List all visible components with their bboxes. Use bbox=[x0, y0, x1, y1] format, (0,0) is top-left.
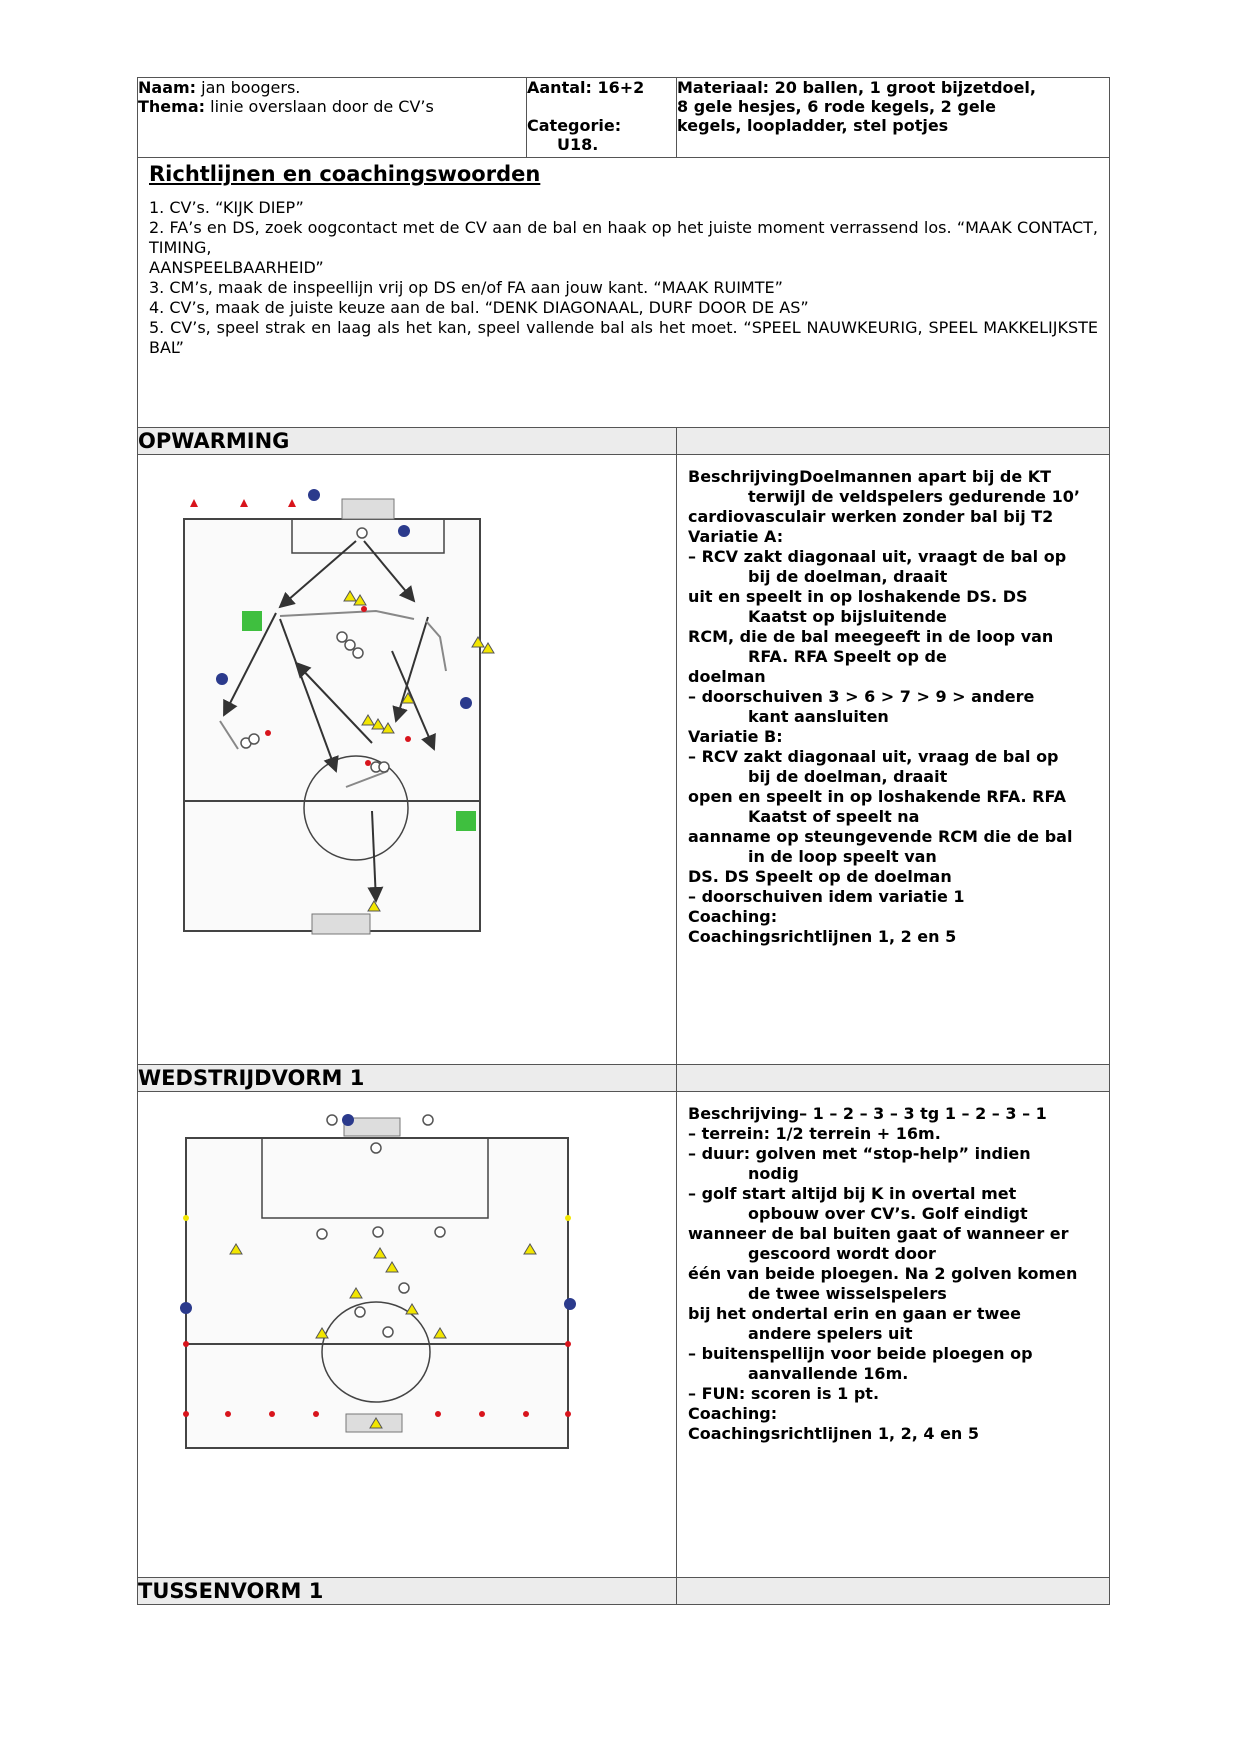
description-line: wanneer de bal buiten gaat of wanneer er bbox=[688, 1224, 1069, 1243]
description-line: Kaatst op bijsluitende bbox=[748, 607, 947, 626]
aantal: Aantal: 16+2 bbox=[527, 78, 645, 97]
wedstrijdvorm-diagram-cell bbox=[138, 1092, 677, 1578]
training-table bbox=[137, 77, 1110, 1605]
wedstrijdvorm-pitch-diagram bbox=[176, 1108, 606, 1468]
description-line: cardiovasculair werken zonder bal bij T2 bbox=[688, 507, 1054, 526]
description-line: – RCV zakt diagonaal uit, vraag de bal op bbox=[688, 747, 1059, 766]
description-line: terwijl de veldspelers gedurende 10’ bbox=[748, 487, 1080, 506]
description-line: BeschrijvingDoelmannen apart bij de KT bbox=[688, 467, 1052, 486]
description-line: in de loop speelt van bbox=[748, 847, 937, 866]
description-line: DS. DS Speelt op de doelman bbox=[688, 867, 952, 886]
green-marker bbox=[456, 811, 476, 831]
description-line: – doorschuiven idem variatie 1 bbox=[688, 887, 965, 906]
description-line: uit en speelt in op loshakende DS. DS bbox=[688, 587, 1028, 606]
thema-label: Thema: bbox=[138, 97, 206, 116]
description-line: andere spelers uit bbox=[748, 1324, 913, 1343]
description-line: Kaatst of speelt na bbox=[748, 807, 920, 826]
guidelines-cell bbox=[138, 158, 1110, 428]
categorie-label: Categorie: bbox=[527, 116, 622, 135]
section-header-blank bbox=[677, 1578, 1110, 1605]
guideline-item: 1. CV’s. “KIJK DIEP” bbox=[149, 198, 304, 217]
section-title-tussenvorm: TUSSENVORM 1 bbox=[138, 1578, 677, 1605]
description-line: – RCV zakt diagonaal uit, vraagt de bal op bbox=[688, 547, 1067, 566]
description-line: bij de doelman, draait bbox=[748, 767, 948, 786]
description-line: aanvallende 16m. bbox=[748, 1364, 909, 1383]
description-line: Beschrijving– 1 – 2 – 3 – 3 tg 1 – 2 – 3 – 1 bbox=[688, 1104, 1047, 1123]
pitch-outline bbox=[184, 519, 480, 931]
naam-label: Naam: bbox=[138, 78, 197, 97]
description-line: open en speelt in op loshakende RFA. RFA bbox=[688, 787, 1066, 806]
description-line: Coaching: bbox=[688, 1404, 778, 1423]
material-line: kegels, loopladder, stel potjes bbox=[677, 116, 949, 135]
description-line: de twee wisselspelers bbox=[748, 1284, 947, 1303]
description-line: één van beide ploegen. Na 2 golven komen bbox=[688, 1264, 1078, 1283]
red-cones bbox=[190, 499, 296, 507]
description-line: Coaching: bbox=[688, 907, 778, 926]
description-line: – doorschuiven 3 > 6 > 7 > 9 > andere bbox=[688, 687, 1035, 706]
wedstrijdvorm-description bbox=[677, 1092, 1109, 1444]
description-line: bij de doelman, draait bbox=[748, 567, 948, 586]
description-line: RFA. RFA Speelt op de bbox=[748, 647, 947, 666]
guideline-item: 5. CV’s, speel strak en laag als het kan, speel vallende bal als het moet. “SPEEL NAUWKEURIG, SPEEL MAKKELIJKSTE BAL” bbox=[149, 318, 1098, 357]
description-line: gescoord wordt door bbox=[748, 1244, 936, 1263]
opwarming-pitch-diagram bbox=[176, 471, 706, 951]
description-line: bij het ondertal erin en gaan er twee bbox=[688, 1304, 1021, 1323]
opwarming-description-cell bbox=[677, 455, 1110, 1065]
description-line: aanname op steungevende RCM die de bal bbox=[688, 827, 1073, 846]
guideline-item: AANSPEELBAARHEID” bbox=[149, 258, 324, 277]
opwarming-description bbox=[677, 455, 1109, 947]
description-line: nodig bbox=[748, 1164, 799, 1183]
section-title-wedstrijdvorm: WEDSTRIJDVORM 1 bbox=[138, 1065, 677, 1092]
description-line: doelman bbox=[688, 667, 766, 686]
description-line: – terrein: 1/2 terrein + 16m. bbox=[688, 1124, 941, 1143]
description-line: opbouw over CV’s. Golf eindigt bbox=[748, 1204, 1028, 1223]
material-cell bbox=[677, 78, 1110, 158]
guidelines-title: Richtlijnen en coachingswoorden bbox=[149, 162, 541, 186]
description-line: – FUN: scoren is 1 pt. bbox=[688, 1384, 880, 1403]
naam-value: jan boogers. bbox=[196, 78, 301, 97]
guideline-item: 3. CM’s, maak de inspeellijn vrij op DS en/of FA aan jouw kant. “MAAK RUIMTE” bbox=[149, 278, 783, 297]
guidelines-list bbox=[149, 198, 1098, 358]
training-sheet bbox=[137, 77, 1109, 1605]
material-line: 8 gele hesjes, 6 rode kegels, 2 gele bbox=[677, 97, 997, 116]
description-line: Variatie A: bbox=[688, 527, 784, 546]
material-line: Materiaal: 20 ballen, 1 groot bijzetdoel, bbox=[677, 78, 1036, 97]
categorie-value: U18. bbox=[557, 135, 599, 154]
description-line: RCM, die de bal meegeeft in de loop van bbox=[688, 627, 1054, 646]
description-line: – golf start altijd bij K in overtal met bbox=[688, 1184, 1017, 1203]
description-line: – buitenspellijn voor beide ploegen op bbox=[688, 1344, 1033, 1363]
guideline-item: 4. CV’s, maak de juiste keuze aan de bal. “DENK DIAGONAAL, DURF DOOR DE AS” bbox=[149, 298, 809, 317]
description-line: Variatie B: bbox=[688, 727, 783, 746]
wedstrijdvorm-description-cell bbox=[677, 1092, 1110, 1578]
goal-bottom-icon bbox=[312, 914, 370, 934]
opwarming-diagram-cell bbox=[138, 455, 677, 1065]
goal-top-icon bbox=[342, 499, 394, 519]
description-line: kant aansluiten bbox=[748, 707, 889, 726]
count-category-cell bbox=[527, 78, 677, 158]
section-header-blank bbox=[677, 428, 1110, 455]
guideline-item: 2. FA’s en DS, zoek oogcontact met de CV aan de bal en haak op het juiste moment verrassend los. “MAAK CONTACT, TIMING, bbox=[149, 218, 1098, 257]
description-line: – duur: golven met “stop-help” indien bbox=[688, 1144, 1031, 1163]
description-line: Coachingsrichtlijnen 1, 2 en 5 bbox=[688, 927, 957, 946]
description-line: Coachingsrichtlijnen 1, 2, 4 en 5 bbox=[688, 1424, 980, 1443]
section-header-blank bbox=[677, 1065, 1110, 1092]
thema-value: linie overslaan door de CV’s bbox=[205, 97, 434, 116]
section-title-opwarming: OPWARMING bbox=[138, 428, 677, 455]
name-theme-cell bbox=[138, 78, 527, 158]
green-marker bbox=[242, 611, 262, 631]
